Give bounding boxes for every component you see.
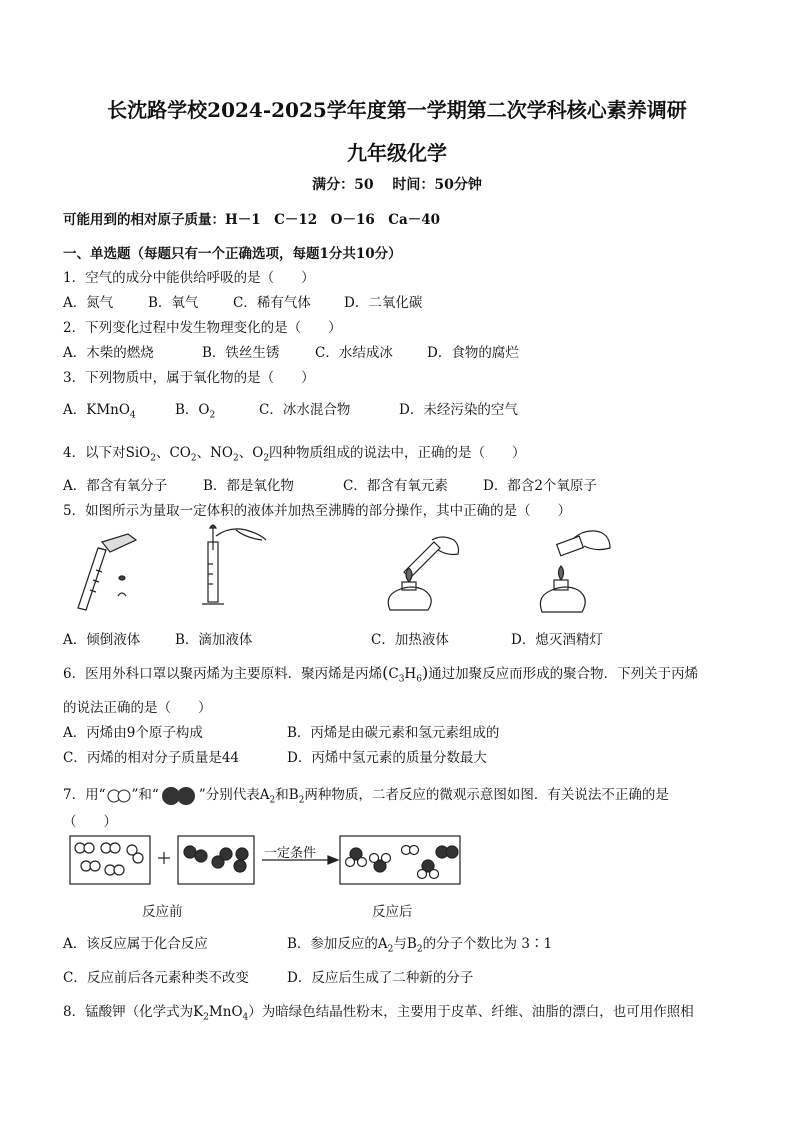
q7-b-a2: A: [377, 936, 388, 952]
q6-paren-open: (: [382, 663, 389, 682]
black-molecule-icon: [159, 787, 199, 805]
q4-co2: CO: [169, 445, 191, 461]
q7-b2: B: [288, 787, 299, 803]
q7-option-d: D．反应后生成了二种新的分子: [287, 970, 474, 986]
q7-mid2: ”分别代表: [198, 787, 260, 803]
q6-stem-post: 通过加聚反应而形成的聚合物．下列关于丙烯: [428, 666, 699, 682]
q7-sub: 2: [416, 944, 423, 955]
q6-c: C: [388, 666, 399, 682]
q4-option-b: B．都是氧化物: [203, 478, 294, 494]
q8-sub2: 2: [203, 1012, 209, 1023]
q3-stem: 3．下列物质中，属于氧化物的是（ ）: [63, 370, 315, 386]
q1-option-a: A．氮气: [63, 295, 114, 311]
exam-subtitle: 九年级化学: [347, 141, 447, 165]
heat-liquid-figure: [376, 524, 466, 616]
q7-sub: 2: [298, 795, 305, 806]
q5-options: [63, 628, 603, 648]
exam-title: 长沈路学校2024-2025学年度第一学期第二次学科核心素养调研: [107, 98, 687, 122]
q3-a-label: A．: [63, 402, 87, 418]
q7-stem-post: 两种物质，二者反应的微观示意图如图．有关说法不正确的是: [304, 787, 669, 803]
q4-stem: [63, 441, 526, 464]
q6-stem: [63, 662, 698, 685]
q5-option-d: D．熄灭酒精灯: [511, 632, 603, 648]
q2-options: [63, 341, 519, 361]
exam-meta: 满分：50 时间：50分钟: [312, 177, 482, 193]
q3-a-subscript: 4: [129, 410, 136, 421]
q6-option-a: A．丙烯由9个原子构成: [63, 725, 203, 741]
q8-stem-post: ）为暗绿色结晶性粉末，主要用于皮革、纤维、油脂的漂白，也可用作照相: [248, 1004, 694, 1020]
q2-option-a: A．木柴的燃烧: [63, 345, 154, 361]
q7-b-pre: B．参加反应的: [287, 936, 378, 952]
q7-sub: 2: [387, 944, 394, 955]
q1-option-b: B．氧气: [148, 295, 199, 311]
q7-paren: （ ）: [63, 814, 117, 830]
q4-sep: 、: [196, 445, 211, 461]
q4-option-a: A．都含有氧分子: [63, 478, 168, 494]
q3-options: [63, 398, 518, 421]
q7-option-b: [287, 932, 552, 955]
q5-option-a: A．倾倒液体: [63, 632, 141, 648]
q1-stem: 1．空气的成分中能供给呼吸的是（ ）: [63, 270, 315, 286]
q4-sub: 2: [190, 453, 197, 464]
q7-stem: [63, 783, 669, 806]
pour-liquid-figure: [66, 528, 146, 613]
q3-b-formula: O: [198, 402, 210, 418]
q4-option-c: C．都含有氧元素: [343, 478, 448, 494]
q3-option-b: [175, 398, 259, 421]
q5-stem: 5．如图所示为量取一定体积的液体并加热至沸腾的部分操作，其中正确的是（ ）: [63, 503, 572, 519]
q3-option-a: [63, 398, 175, 421]
q6-paren-close: ): [421, 663, 429, 682]
q6-sub3: 3: [398, 674, 405, 685]
q4-sep: 、: [155, 445, 170, 461]
q4-o2: O: [252, 445, 264, 461]
q7-sub: 2: [269, 795, 276, 806]
q4-sep: 、: [238, 445, 253, 461]
dropper-figure: [196, 524, 276, 612]
q6-h: H: [404, 666, 417, 682]
q7-option-a: A．该反应属于化合反应: [63, 936, 208, 952]
q6-options-row2: [63, 746, 487, 766]
q2-option-b: B．铁丝生锈: [202, 345, 280, 361]
q6-options-row1: [63, 721, 499, 741]
q6-stem-line2: 的说法正确的是（ ）: [63, 700, 212, 716]
q7-options-row2: [63, 966, 473, 986]
q4-sub: 2: [263, 453, 270, 464]
q4-options: [63, 474, 597, 494]
q3-option-d: D．未经污染的空气: [399, 402, 518, 418]
atomic-masses: 可能用到的相对原子质量：H－1 C－12 O－16 Ca－40: [63, 212, 441, 228]
q7-mid1: ”和“: [131, 787, 159, 803]
q8-mno: MnO: [208, 1004, 243, 1020]
before-label: 反应前: [142, 904, 183, 920]
q4-no2: NO: [210, 445, 233, 461]
q7-options-row1: [63, 932, 552, 955]
q4-option-d: D．都含2个氧原子: [483, 478, 597, 494]
q4-stem-pre: 4．以下对: [63, 445, 126, 461]
q6-option-d: D．丙烯中氢元素的质量分数最大: [287, 750, 487, 766]
section-heading: 一、单选题（每题只有一个正确选项，每题1分共10分）: [63, 246, 402, 262]
q8-k: K: [193, 1004, 204, 1020]
q6-sub6: 6: [416, 674, 422, 685]
white-molecule-icon: [106, 789, 132, 803]
q7-b-b2: B: [406, 936, 417, 952]
q7-option-c: C．反应前后各元素种类不改变: [63, 970, 249, 986]
q5-option-b: B．滴加液体: [175, 632, 253, 648]
q1-option-c: C．稀有气体: [233, 295, 311, 311]
q8-stem-pre: 8．锰酸钾（化学式为: [63, 1004, 194, 1020]
q1-option-d: D．二氧化碳: [344, 295, 423, 311]
q6-option-c: C．丙烯的相对分子质量是44: [63, 750, 240, 766]
q4-stem-post: 四种物质组成的说法中，正确的是（ ）: [269, 445, 526, 461]
q3-b-subscript: 2: [209, 410, 216, 421]
q7-b-and: 与: [393, 936, 407, 952]
q8-stem: [63, 1000, 694, 1023]
q6-option-b: B．丙烯是由碳元素和氢元素组成的: [287, 725, 500, 741]
q1-options: [63, 291, 422, 311]
q4-sub: 2: [150, 453, 156, 464]
q7-b-post: 的分子个数比为 3∶1: [422, 936, 553, 952]
q7-stem-pre: 7．用“: [63, 787, 106, 803]
q8-sub4: 4: [242, 1012, 249, 1023]
q3-option-c: C．冰水混合物: [259, 402, 351, 418]
q5-option-c: C．加热液体: [371, 632, 449, 648]
q3-a-formula: KMnO: [86, 402, 130, 418]
q4-sub: 2: [233, 453, 239, 464]
reaction-arrow-label: 一定条件: [264, 846, 317, 861]
extinguish-lamp-figure: [528, 526, 618, 616]
reaction-diagram: [66, 832, 466, 892]
q3-b-label: B．: [175, 402, 199, 418]
q4-sio2: SiO: [125, 445, 151, 461]
q6-stem-pre: 6．医用外科口罩以聚丙烯为主要原料．聚丙烯是丙烯: [63, 666, 383, 682]
q7-a2: A: [259, 787, 270, 803]
q2-option-c: C．水结成冰: [315, 345, 393, 361]
after-label: 反应后: [372, 904, 413, 920]
q2-option-d: D．食物的腐烂: [427, 345, 519, 361]
q2-stem: 2．下列变化过程中发生物理变化的是（ ）: [63, 320, 342, 336]
q7-and: 和: [275, 787, 289, 803]
